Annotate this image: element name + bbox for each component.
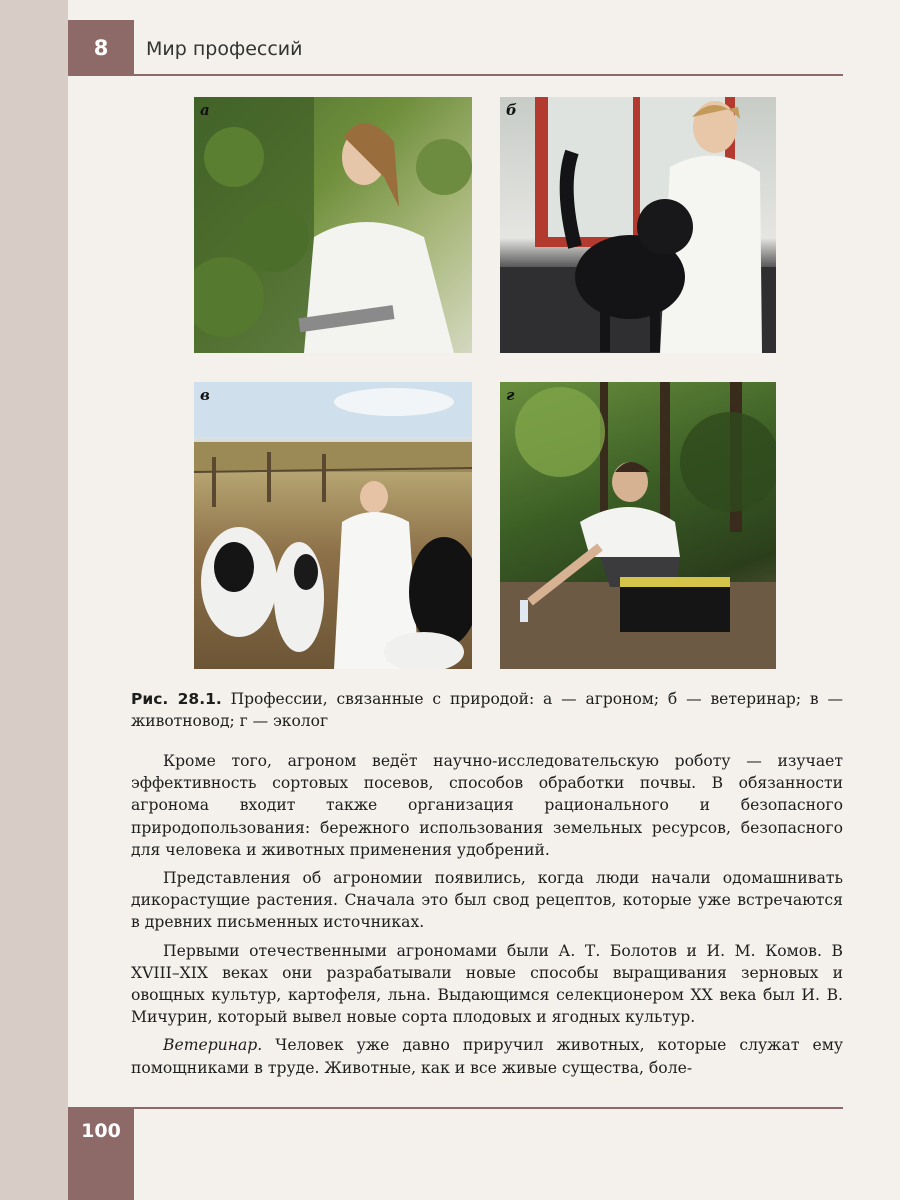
body-text [131, 750, 843, 1085]
figure-label: Рис. 28.1. [131, 690, 222, 708]
photo-letter-a: а [200, 101, 210, 119]
paragraph: Ветеринар. Человек уже давно приручил животных, которые служат ему помощниками в труде. Животные, как и все живые существа, боле- [131, 1036, 843, 1077]
left-margin-strip [0, 0, 68, 1200]
photo-agronomist [194, 97, 472, 353]
paragraph: Представления об агрономии появились, когда люди начали одомашнивать дикорастущие растения. Сначала это был свод рецептов, которые уже встречаются в древних письменных источниках. [131, 869, 843, 932]
chapter-number-tab [68, 20, 134, 75]
photo-livestock-farmer [194, 382, 472, 669]
page-number-tab [68, 1108, 134, 1200]
photo-letter-b: б [506, 101, 517, 119]
term-veterinarian: Ветеринар. [163, 1036, 263, 1055]
paragraph: Кроме того, агроном ведёт научно-исследовательскую роботу — изучает эффективность сортовых посевов, способов обработки почвы. В обязанности агронома входит также организация рационального и безопасного природопользования: бережного использования земельных ресурсов, безопасного для человека и животных применения удобрений. [131, 752, 843, 859]
photo-ecologist [500, 382, 776, 669]
footer-divider [68, 1107, 843, 1109]
figure-caption [131, 688, 843, 732]
chapter-title: Мир профессий [146, 38, 303, 60]
chapter-number: 8 [93, 35, 109, 60]
photo-veterinarian [500, 97, 776, 353]
figure-caption-text: Профессии, связанные с природой: а — агроном; б — ветеринар; в — животновод; г — эколог [131, 690, 844, 730]
paragraph: Первыми отечественными агрономами были А. Т. Болотов и И. М. Комов. В XVIII–XIX веках они разрабатывали новые способы выращивания зерновых и овощных культур, картофеля, льна. Выдающимся селекционером XX века был И. В. Мичурин, который вывел новые сорта плодовых и ягодных культур. [131, 941, 843, 1027]
photo-letter-v: в [200, 386, 210, 404]
photo-letter-g: г [506, 386, 515, 404]
page-number: 100 [81, 1120, 121, 1142]
header-divider [68, 74, 843, 76]
